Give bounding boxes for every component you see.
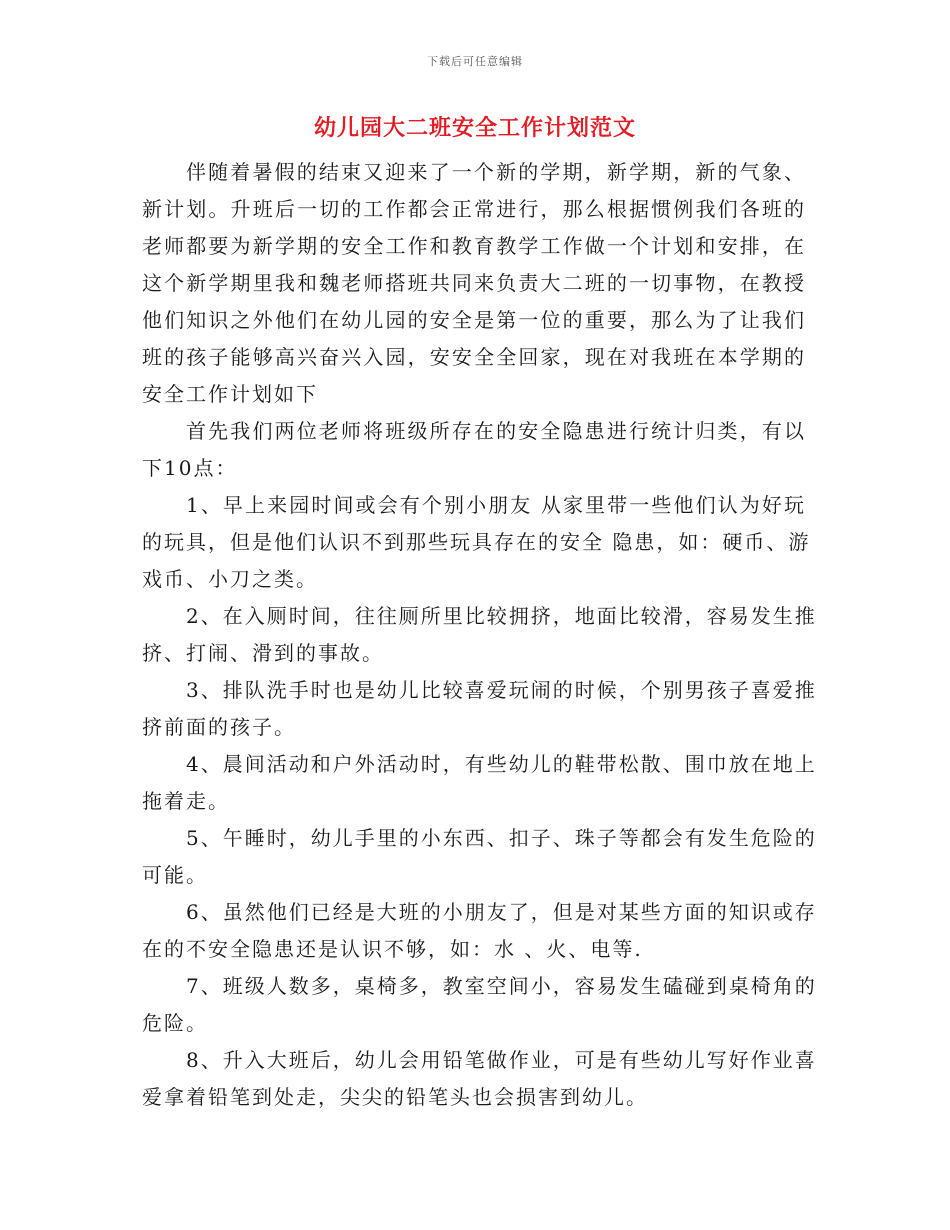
paragraph-line: 新计划。升班后一切的工作都会正常进行，那么根据惯例我们各班的 [142,197,806,221]
paragraph-line: 8、升入大班后，幼儿会用铅笔做作业，可是有些幼儿写好作业喜 [186,1048,817,1072]
paragraph-line: 戏币、小刀之类。 [142,567,318,591]
paragraph-line: 1、早上来园时间或会有个别小朋友 从家里带一些他们认为好玩 [186,493,806,517]
paragraph-line: 安全工作计划如下 [142,382,318,406]
paragraph-line: 2、在入厕时间，往往厕所里比较拥挤，地面比较滑，容易发生推 [186,604,817,628]
paragraph-line: 3、排队洗手时也是幼儿比较喜爱玩闹的时候，个别男孩子喜爱推 [186,678,817,702]
paragraph-line: 挤、打闹、滑到的事故。 [142,641,384,665]
paragraph-line: 这个新学期里我和魏老师搭班共同来负责大二班的一切事物，在教授 [142,271,806,295]
paragraph [142,154,806,413]
list-item [142,820,817,894]
list-item [142,968,817,1042]
paragraph-line: 老师都要为新学期的安全工作和教育教学工作做一个计划和安排，在 [142,234,806,258]
paragraph-line: 伴随着暑假的结束又迎来了一个新的学期，新学期，新的气象、 [186,160,806,184]
list-item [142,746,817,820]
list-item [142,894,817,968]
list-item [142,672,817,746]
document-title: 幼儿园大二班安全工作计划范文 [313,115,636,141]
paragraph-line: 班的孩子能够高兴奋兴入园，安安全全回家，现在对我班在本学期的 [142,345,806,369]
paragraph-line: 的玩具，但是他们认识不到那些玩具存在的安全 隐患，如：硬币、游 [142,530,811,554]
paragraph-line: 挤前面的孩子。 [142,715,296,739]
paragraph-line: 4、晨间活动和户外活动时，有些幼儿的鞋带松散、围巾放在地上 [186,752,817,776]
paragraph-line: 6、虽然他们已经是大班的小朋友了，但是对某些方面的知识或存 [186,900,817,924]
list-item [142,598,817,672]
list-item [142,1042,817,1116]
paragraph-line: 危险。 [142,1011,208,1035]
list-item [142,487,811,598]
paragraph-line: 拖着走。 [142,789,230,813]
paragraph [142,413,806,487]
page-header: 下载后可任意编辑 [427,55,523,68]
paragraph-line: 在的不安全隐患还是认识不够，如：水 、火、电等. [142,937,643,961]
document-body [142,154,817,1116]
paragraph-line: 5、午睡时，幼儿手里的小东西、扣子、珠子等都会有发生危险的 [186,826,817,850]
paragraph-line: 爱拿着铅笔到处走，尖尖的铅笔头也会损害到幼儿。 [142,1085,648,1109]
paragraph-line: 下10点： [142,456,238,480]
paragraph-line: 首先我们两位老师将班级所存在的安全隐患进行统计归类，有以 [186,419,806,443]
paragraph-line: 可能。 [142,863,208,887]
paragraph-line: 他们知识之外他们在幼儿园的安全是第一位的重要，那么为了让我们 [142,308,806,332]
paragraph-line: 7、班级人数多，桌椅多，教室空间小，容易发生磕碰到桌椅角的 [186,974,817,998]
